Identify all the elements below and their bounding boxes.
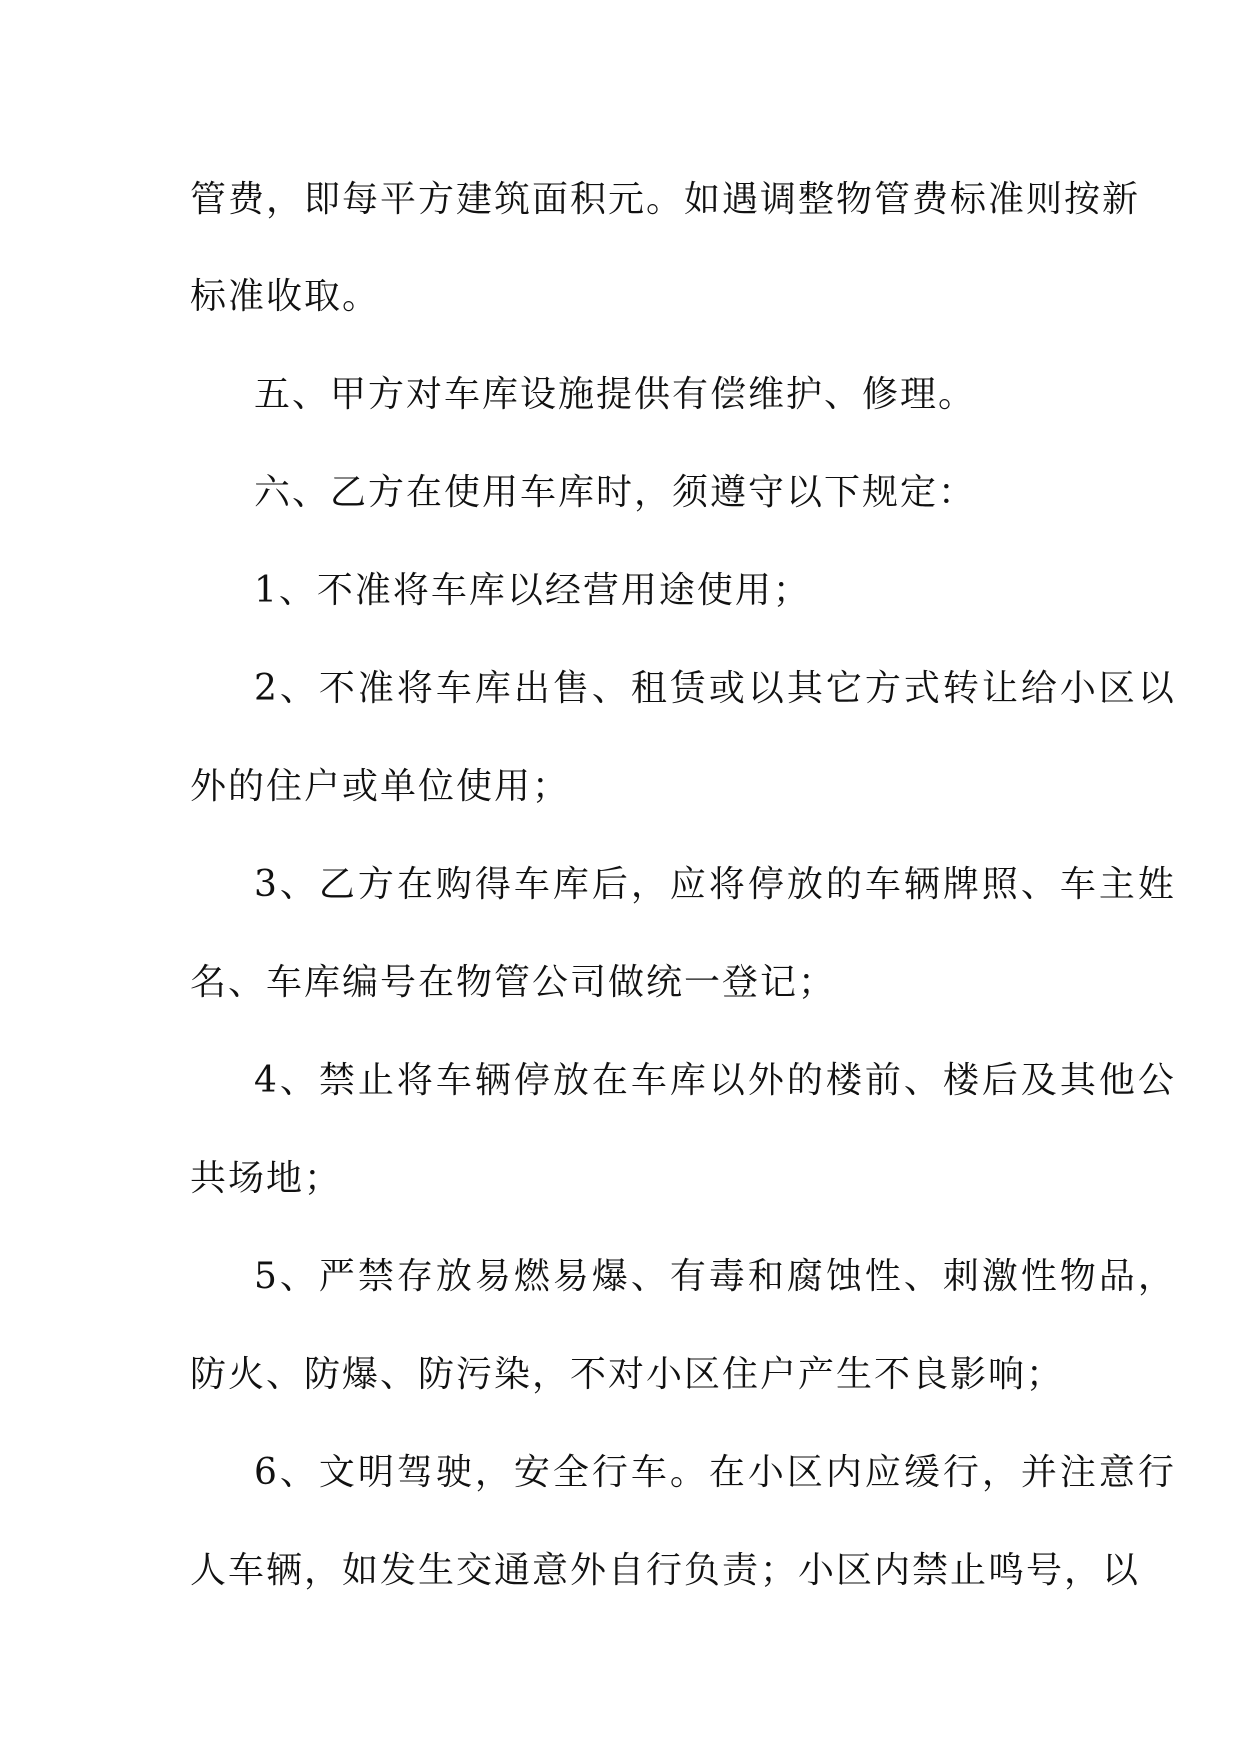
text-line: 共场地； [190,1158,343,1199]
text-line: 外的住户或单位使用； [190,766,571,807]
text-line: 防火、防爆、防污染，不对小区住户产生不良影响； [190,1354,1065,1395]
rule-item-2: 2、不准将车库出售、租赁或以其它方式转让给小区以 [254,668,1177,709]
text-line: 管费，即每平方建筑面积元。如遇调整物管费标准则按新 [190,179,1141,220]
rule-item-1: 1、不准将车库以经营用途使用； [254,570,811,611]
section-six-heading: 六、乙方在使用车库时，须遵守以下规定： [254,472,977,513]
text-line: 标准收取。 [190,276,381,317]
text-line: 人车辆，如发生交通意外自行负责；小区内禁止鸣号，以 [190,1550,1141,1591]
section-five-paragraph: 五、甲方对车库设施提供有偿维护、修理。 [254,374,977,415]
rule-item-4: 4、禁止将车辆停放在车库以外的楼前、楼后及其他公 [254,1060,1177,1101]
text-line: 名、车库编号在物管公司做统一登记； [190,962,837,1003]
rule-item-5: 5、严禁存放易燃易爆、有毒和腐蚀性、刺激性物品， [254,1256,1177,1297]
rule-item-6: 6、文明驾驶，安全行车。在小区内应缓行，并注意行 [254,1452,1177,1493]
rule-item-3: 3、乙方在购得车库后，应将停放的车辆牌照、车主姓 [254,864,1177,905]
